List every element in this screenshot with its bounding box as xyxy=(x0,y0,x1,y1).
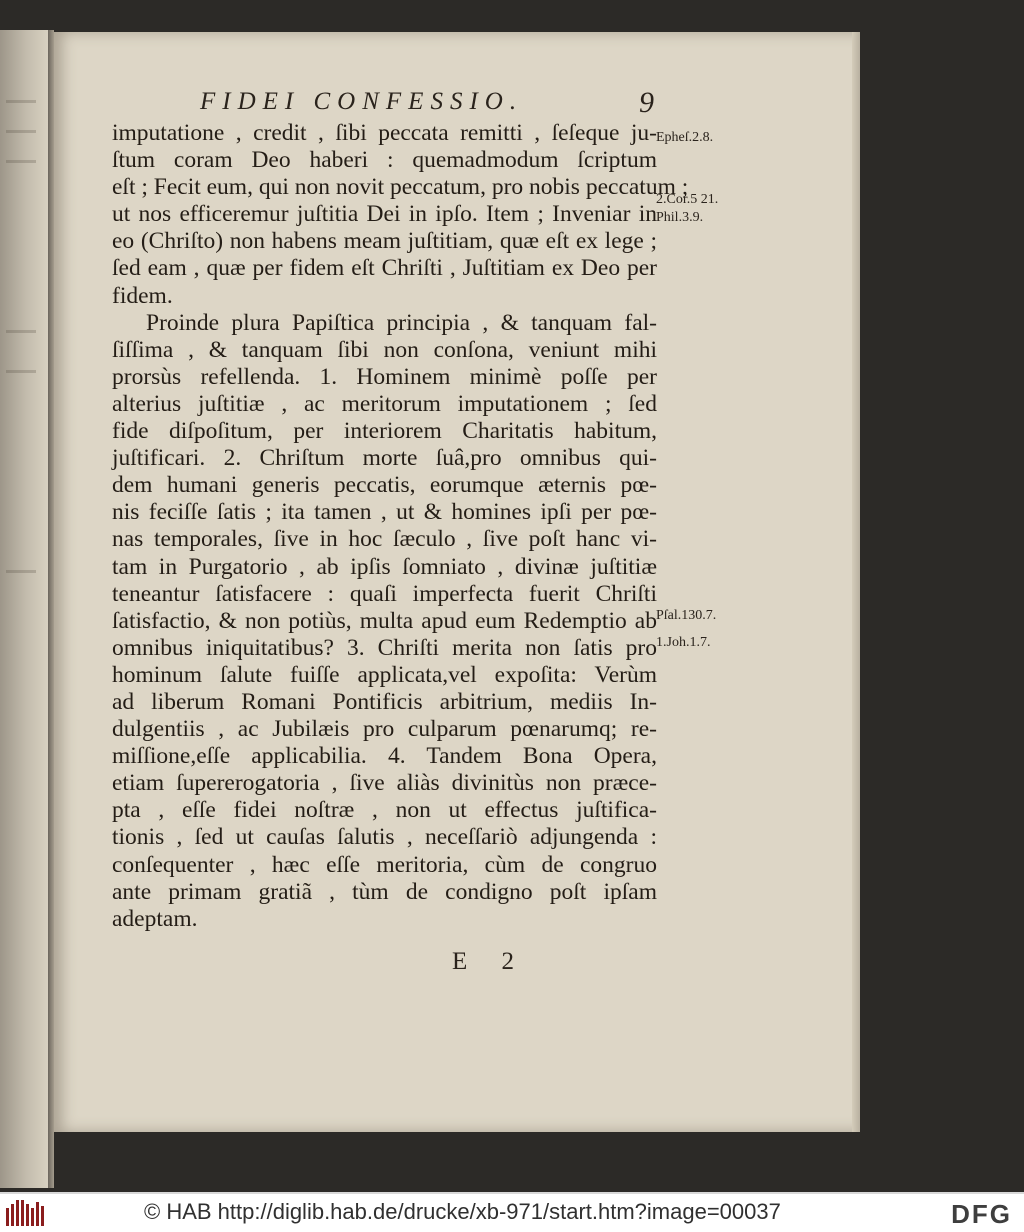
running-title: FIDEI CONFESSIO. xyxy=(200,88,524,115)
text-line: ſiſſima , & tanquam ſibi non conſona, veniunt mihi xyxy=(112,336,657,363)
margin-reference: 1.Joh.1.7. xyxy=(656,635,711,650)
text-line: Proinde plura Papiſtica principia , & tanquam fal- xyxy=(146,309,657,336)
margin-reference: Pſal.130.7. xyxy=(656,608,717,623)
text-line: imputatione , credit , ſibi peccata remitti , ſeſeque ju- xyxy=(112,120,657,146)
signature-mark: E 2 xyxy=(452,948,529,975)
text-line: hominum ſalute fuiſſe applicata,vel expoſita: Verùm xyxy=(112,661,657,688)
copyright-link[interactable]: © HAB http://diglib.hab.de/drucke/xb-971/start.htm?image=00037 xyxy=(144,1199,781,1224)
text-line: ad liberum Romani Pontificis arbitrium, mediis In- xyxy=(112,688,657,715)
margin-reference: Epheſ.2.8. xyxy=(656,130,714,145)
text-line: miſſione,eſſe applicabilia. 4. Tandem Bona Opera, xyxy=(112,743,657,770)
text-line: ſtum coram Deo haberi : quemadmodum ſcriptum xyxy=(112,147,657,174)
text-line: nis feciſſe ſatis ; ita tamen , ut & homines ipſi per pœ- xyxy=(112,499,657,526)
facing-page-text-trace xyxy=(6,160,36,163)
text-line: eſt ; Fecit eum, qui non novit peccatum, pro nobis peccatum ; xyxy=(112,174,689,201)
facing-page-text-trace xyxy=(6,100,36,103)
text-line: juſtificari. 2. Chriſtum morte ſuâ,pro omnibus qui- xyxy=(112,445,657,472)
library-logo-icon xyxy=(6,1200,46,1226)
text-line: dem humani generis peccatis, eorumque æternis pœ- xyxy=(112,472,657,499)
page-header xyxy=(200,88,670,124)
text-line: ante primam gratiã , tùm de condigno poſt ipſam xyxy=(112,878,657,905)
text-line: tionis , ſed ut cauſas ſalutis , neceſſariò adjungenda : xyxy=(112,824,657,851)
text-line: ut nos efficeremur juſtitia Dei in ipſo. Item ; Inveniar in xyxy=(112,201,657,228)
text-line: tam in Purgatorio , ab ipſis ſomniato , divinæ juſtitiæ xyxy=(112,553,657,580)
facing-page-text-trace xyxy=(6,130,36,133)
text-line: fidem. xyxy=(112,282,173,309)
text-line: ſed eam , quæ per fidem eſt Chriſti , Juſtitiam ex Deo per xyxy=(112,255,657,282)
footer-bar xyxy=(0,1192,1024,1232)
margin-reference: Phil.3.9. xyxy=(656,210,704,225)
text-line: teneantur ſatisfacere : quaſi imperfecta fuerit Chriſti xyxy=(112,580,657,607)
page-number: 9 xyxy=(639,86,654,119)
text-line: ſatisfactio, & non potiùs, multa apud eum Redemptio ab xyxy=(112,607,657,634)
text-line: adeptam. xyxy=(112,905,198,932)
page-edge xyxy=(852,32,860,1132)
text-line: omnibus iniquitatibus? 3. Chriſti merita non ſatis pro xyxy=(112,634,657,661)
text-line: conſequenter , hæc eſſe meritoria, cùm de congruo xyxy=(112,851,657,878)
dfg-logo: DFG xyxy=(951,1199,1012,1229)
facing-page-edge xyxy=(0,30,48,1188)
text-line: eo (Chriſto) non habens meam juſtitiam, quæ eſt ex lege ; xyxy=(112,228,657,255)
facing-page-text-trace xyxy=(6,370,36,373)
text-line: fide diſpoſitum, per interiorem Charitatis habitum, xyxy=(112,418,657,445)
text-line: etiam ſupererogatoria , ſive aliàs divinitùs non præce- xyxy=(112,770,657,797)
facing-page-text-trace xyxy=(6,330,36,333)
text-line: pta , eſſe fidei noſtræ , non ut effectus juſtifica- xyxy=(112,797,657,824)
text-line: prorsùs refellenda. 1. Hominem minimè poſſe per xyxy=(112,363,657,390)
facing-page-text-trace xyxy=(6,570,36,573)
text-line: alterius juſtitiæ , ac meritorum imputationem ; ſed xyxy=(112,390,657,417)
text-line: nas temporales, ſive in hoc ſæculo , ſive poſt hanc vi- xyxy=(112,526,657,553)
text-line: dulgentiis , ac Jubilæis pro culparum pœnarumq; re- xyxy=(112,716,657,743)
margin-reference: 2.Cor.5 21. xyxy=(656,192,719,207)
